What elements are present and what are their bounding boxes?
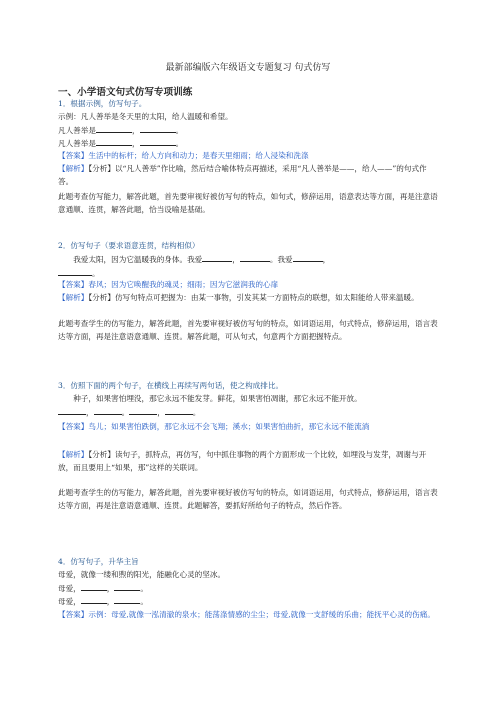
answer-blank[interactable] [140, 137, 176, 146]
answer-blank[interactable] [96, 137, 132, 146]
q3-analysis [58, 449, 440, 474]
answer-blank[interactable] [293, 253, 323, 262]
answer-blank[interactable] [114, 595, 140, 604]
q1-title: 1．根据示例，仿写句子。 [58, 99, 147, 108]
answer-blank[interactable] [58, 406, 86, 415]
q4-title: 4．仿写句子，升华主旨 [58, 557, 139, 566]
answer-blank[interactable] [129, 406, 157, 415]
comment-text: 此题考查学生的仿写能力，解答此题，首先要审视好被仿写句的特点，如词语运用，句式特点，修辞运用，语言表达等方面，再是注意语意通顺、连贯。此题解答，要抓好所给句子的特点，然后作答。 [58, 488, 438, 510]
comment-text: 此题考查仿写能力，解答此题，首先要审视好被仿写句的特点，如句式，修辞运用，语意表达等方面，再是注意语意通顺、连贯，解答此题，恰当设喻是基础。 [58, 192, 438, 214]
q1-comment [58, 191, 440, 216]
answer-blank[interactable] [81, 595, 107, 604]
q1-example: 示例：凡人善举是冬天里的太阳，给人温暖和希望。 [58, 112, 233, 121]
answer-blank[interactable] [94, 406, 122, 415]
analysis-text: 【分析】读句子，抓特点，再仿写，句中抓住事物的两个方面形成一个比较，如埋没与发芽，凋谢与开放，而且要用上“如果，那”这样的关联词。 [58, 450, 427, 472]
q1-answer [58, 150, 309, 161]
analysis-text: 【分析】仿写句特点可把握为：由某一事物，引发其某一方面特点的联想，如太阳能给人带来温暖。 [88, 293, 419, 302]
answer-blank[interactable] [58, 267, 92, 276]
q4-blank-line-2: 母爱， ， 。 [58, 597, 148, 606]
q2-analysis [58, 292, 440, 305]
answer-text: 春风；因为它唤醒我的魂灵；细雨；因为它滋润我的心扉 [88, 280, 279, 289]
analysis-text: 【分析】以“凡人善举”作比喻，然后结合喻体特点再描述，采用“凡人善举是——，给人——”的句式作答。 [58, 164, 427, 186]
q2-comment [58, 318, 440, 343]
answer-text: 鸟儿；如果害怕跌倒，那它永远不会飞翔；溪水；如果害怕曲折，那它永远不能流淌 [88, 422, 370, 431]
answer-blank[interactable] [140, 124, 176, 133]
q1-blank-line-1: 凡人善举是 ， 。 [58, 126, 184, 135]
q4-example: 母爱，就像一缕和煦的阳光，能融化心灵的坚冰。 [58, 570, 226, 579]
q1-analysis [58, 163, 440, 188]
answer-tag: 【答案】 [58, 151, 89, 160]
answer-blank[interactable] [81, 582, 107, 591]
q1-line-prefix: 凡人善举是 [58, 126, 96, 135]
analysis-tag: 【解析】 [58, 164, 89, 173]
q1-line-prefix: 凡人善举是 [58, 139, 96, 148]
answer-blank[interactable] [240, 253, 270, 262]
q3-comment [58, 487, 440, 512]
analysis-tag: 【解析】 [58, 293, 89, 302]
q1-blank-line-2: 凡人善举是 ， 。 [58, 139, 184, 148]
q4-answer [58, 609, 440, 622]
answer-text: 生活中的标杆；给人方向和动力；是春天里细雨；给人浸染和洗涤 [88, 151, 309, 160]
q2-prompt: 我爱太阳，因为它温暖我的身体。我爱 ， 。我爱 ， 。 [58, 253, 440, 280]
answer-tag: 【答案】 [58, 610, 89, 619]
comment-text: 此题考查学生的仿写能力，解答此题，首先要审视好被仿写句的特点，如词语运用，句式特点，修辞运用，语言表达等方面，再是注意语意通顺、连贯。解答此题，可从句式，句意两个方面把握特点。 [58, 319, 438, 341]
q3-prompt: 种子，如果害怕埋没，那它永远不能发芽。鲜花，如果害怕凋谢，那它永远不能开放。 ， 。 ， 。 [58, 393, 440, 419]
q2-answer [58, 279, 278, 290]
q2-title: 2．仿写句子（要求语意连贯，结构相似） [58, 241, 200, 250]
section-heading: 一、小学语文句式仿写专项训练 [58, 87, 193, 98]
q3-answer [58, 421, 440, 434]
q4-blank-line-1: 母爱， ， 。 [58, 584, 148, 593]
answer-blank[interactable] [114, 582, 140, 591]
answer-blank[interactable] [165, 406, 193, 415]
answer-tag: 【答案】 [58, 280, 89, 289]
answer-text: 示例：母爱,就像一泓清澈的泉水；能荡涤情感的尘尘；母爱,就像一支舒缓的乐曲；能抚平心灵的伤痛。 [88, 610, 435, 619]
answer-blank[interactable] [96, 124, 132, 133]
analysis-tag: 【解析】 [58, 450, 89, 459]
q3-title: 3．仿照下面的两个句子，在横线上再续写两句话，使之构成排比。 [58, 381, 284, 390]
answer-tag: 【答案】 [58, 422, 89, 431]
page-title: 最新部编版六年级语文专题复习 句式仿写 [165, 63, 331, 73]
answer-blank[interactable] [202, 253, 232, 262]
